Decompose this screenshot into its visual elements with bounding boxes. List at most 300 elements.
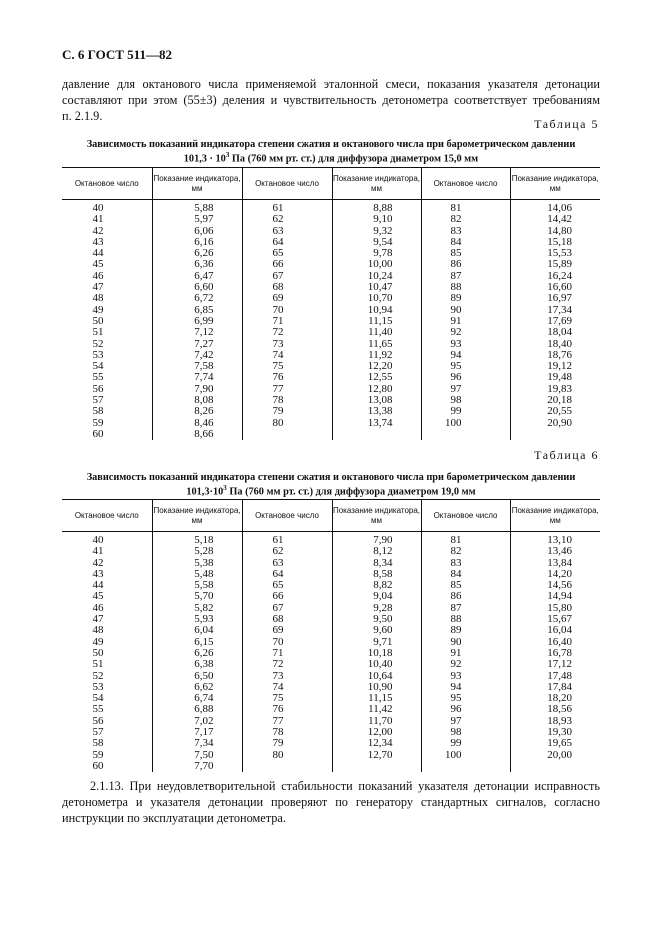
octane-number-cell: 74 xyxy=(242,350,332,361)
indicator-reading-cell: 14,42 xyxy=(510,214,600,225)
table-row xyxy=(62,395,600,406)
indicator-reading-cell: 6,16 xyxy=(152,237,242,248)
octane-number-cell: 42 xyxy=(92,556,104,569)
indicator-reading-cell: 19,48 xyxy=(510,372,600,383)
octane-number-cell: 95 xyxy=(421,361,510,372)
indicator-reading-cell: 20,90 xyxy=(510,418,600,429)
indicator-reading-cell: 18,04 xyxy=(510,327,600,338)
table-row xyxy=(62,591,600,602)
table-row xyxy=(62,671,600,682)
octane-number-cell: 85 xyxy=(421,248,510,259)
table-row xyxy=(62,418,600,429)
indicator-reading-cell: 7,17 xyxy=(152,727,242,738)
table-row xyxy=(62,259,600,270)
octane-number-cell xyxy=(421,761,510,772)
outro-line: инструкции по эксплуатации детонометра. xyxy=(62,811,286,825)
octane-number-cell: 93 xyxy=(421,671,510,682)
indicator-reading-cell: 11,15 xyxy=(332,693,421,704)
indicator-reading-cell: 14,20 xyxy=(510,569,600,580)
table6-header-row xyxy=(62,500,600,532)
octane-number-cell: 67 xyxy=(242,271,332,282)
octane-number-cell: 93 xyxy=(421,339,510,350)
octane-number-cell: 69 xyxy=(242,293,332,304)
octane-number-cell: 60 xyxy=(92,427,104,440)
indicator-reading-cell: 17,69 xyxy=(510,316,600,327)
table-row xyxy=(62,761,600,772)
octane-number-cell: 69 xyxy=(242,625,332,636)
octane-number-cell: 79 xyxy=(242,406,332,417)
indicator-reading-cell: 6,38 xyxy=(152,659,242,670)
indicator-reading-cell: 14,06 xyxy=(510,200,600,215)
octane-number-cell: 89 xyxy=(421,293,510,304)
table-row xyxy=(62,237,600,248)
table-row xyxy=(62,558,600,569)
table6-col-header: Октановое число xyxy=(242,500,332,532)
indicator-reading-cell: 7,02 xyxy=(152,716,242,727)
table-row xyxy=(62,580,600,591)
table5-label: Таблица 5 xyxy=(534,117,599,131)
indicator-reading-cell: 7,27 xyxy=(152,339,242,350)
indicator-reading-cell: 5,82 xyxy=(152,603,242,614)
octane-number-cell: 58 xyxy=(92,737,104,750)
octane-number-cell: 74 xyxy=(242,682,332,693)
table6-body xyxy=(62,532,600,773)
octane-number-cell: 42 xyxy=(92,224,104,237)
indicator-reading-cell: 17,48 xyxy=(510,671,600,682)
octane-number-cell: 83 xyxy=(421,226,510,237)
table6-col-header: Октановое число xyxy=(62,500,152,532)
indicator-reading-cell: 8,12 xyxy=(332,546,421,557)
indicator-reading-cell: 7,12 xyxy=(152,327,242,338)
indicator-reading-cell: 15,67 xyxy=(510,614,600,625)
table-row xyxy=(62,429,600,440)
octane-number-cell: 65 xyxy=(242,248,332,259)
octane-number-cell: 99 xyxy=(421,738,510,749)
octane-number-cell: 40 xyxy=(92,202,104,214)
indicator-reading-cell: 9,60 xyxy=(332,625,421,636)
table-row xyxy=(62,282,600,293)
octane-number-cell: 52 xyxy=(92,337,104,350)
octane-number-cell: 79 xyxy=(242,738,332,749)
octane-number-cell: 71 xyxy=(242,316,332,327)
indicator-reading-cell: 16,78 xyxy=(510,648,600,659)
table-row xyxy=(62,271,600,282)
table5-body xyxy=(62,200,600,441)
octane-number-cell: 95 xyxy=(421,693,510,704)
octane-number-cell: 83 xyxy=(421,558,510,569)
octane-number-cell: 94 xyxy=(421,682,510,693)
table-row xyxy=(62,546,600,557)
octane-number-cell: 76 xyxy=(242,372,332,383)
octane-number-cell: 100 xyxy=(421,418,510,429)
octane-number-cell: 76 xyxy=(242,704,332,715)
indicator-reading-cell: 8,08 xyxy=(152,395,242,406)
table-row xyxy=(62,659,600,670)
indicator-reading-cell: 9,71 xyxy=(332,637,421,648)
indicator-reading-cell: 7,74 xyxy=(152,372,242,383)
octane-number-cell: 45 xyxy=(92,258,104,271)
indicator-reading-cell: 14,56 xyxy=(510,580,600,591)
table-row xyxy=(62,226,600,237)
intro-line: давление для октанового числа применяемой эталонной смеси, показания указателя детонации xyxy=(62,77,600,91)
indicator-reading-cell: 11,40 xyxy=(332,327,421,338)
indicator-reading-cell: 16,60 xyxy=(510,282,600,293)
indicator-reading-cell xyxy=(332,761,421,772)
octane-number-cell: 61 xyxy=(242,532,332,547)
indicator-reading-cell: 14,80 xyxy=(510,226,600,237)
indicator-reading-cell: 5,70 xyxy=(152,591,242,602)
indicator-reading-cell: 19,65 xyxy=(510,738,600,749)
indicator-reading-cell: 6,06 xyxy=(152,226,242,237)
indicator-reading-cell: 6,26 xyxy=(152,648,242,659)
octane-number-cell: 73 xyxy=(242,671,332,682)
indicator-reading-cell: 6,60 xyxy=(152,282,242,293)
indicator-reading-cell: 18,76 xyxy=(510,350,600,361)
indicator-reading-cell: 5,88 xyxy=(152,200,242,215)
indicator-reading-cell: 7,90 xyxy=(332,532,421,547)
indicator-reading-cell: 6,50 xyxy=(152,671,242,682)
octane-number-cell: 50 xyxy=(92,314,104,327)
octane-number-cell: 99 xyxy=(421,406,510,417)
indicator-reading-cell: 10,90 xyxy=(332,682,421,693)
octane-number-cell: 66 xyxy=(242,591,332,602)
octane-number-cell: 77 xyxy=(242,716,332,727)
table-row xyxy=(62,569,600,580)
indicator-reading-cell xyxy=(332,429,421,440)
table6-col-header: Показание индикатора, мм xyxy=(510,500,600,532)
octane-number-cell: 43 xyxy=(92,567,104,580)
indicator-reading-cell: 6,36 xyxy=(152,259,242,270)
octane-number-cell: 64 xyxy=(242,569,332,580)
indicator-reading-cell: 11,65 xyxy=(332,339,421,350)
indicator-reading-cell: 19,12 xyxy=(510,361,600,372)
table-row xyxy=(62,384,600,395)
octane-number-cell: 87 xyxy=(421,603,510,614)
indicator-reading-cell: 10,00 xyxy=(332,259,421,270)
indicator-reading-cell: 15,18 xyxy=(510,237,600,248)
table-row xyxy=(62,693,600,704)
octane-number-cell: 98 xyxy=(421,395,510,406)
indicator-reading-cell: 15,53 xyxy=(510,248,600,259)
indicator-reading-cell: 8,58 xyxy=(332,569,421,580)
octane-number-cell: 78 xyxy=(242,727,332,738)
table-row xyxy=(62,682,600,693)
table-row xyxy=(62,532,600,547)
octane-number-cell: 54 xyxy=(92,360,104,373)
octane-number-cell: 90 xyxy=(421,305,510,316)
table-row xyxy=(62,625,600,636)
octane-number-cell: 60 xyxy=(92,759,104,772)
octane-number-cell: 49 xyxy=(92,303,104,316)
octane-number-cell: 63 xyxy=(242,558,332,569)
octane-number-cell: 48 xyxy=(92,624,104,637)
octane-number-cell: 56 xyxy=(92,714,104,727)
octane-number-cell: 84 xyxy=(421,237,510,248)
indicator-reading-cell: 11,70 xyxy=(332,716,421,727)
indicator-reading-cell: 5,38 xyxy=(152,558,242,569)
indicator-reading-cell: 18,20 xyxy=(510,693,600,704)
indicator-reading-cell: 5,18 xyxy=(152,532,242,547)
octane-number-cell xyxy=(242,761,332,772)
indicator-reading-cell: 11,42 xyxy=(332,704,421,715)
octane-number-cell: 84 xyxy=(421,569,510,580)
table5-col-header: Показание индикатора, мм xyxy=(332,168,421,200)
table6-col-header: Показание индикатора, мм xyxy=(332,500,421,532)
indicator-reading-cell: 7,90 xyxy=(152,384,242,395)
indicator-reading-cell: 13,38 xyxy=(332,406,421,417)
octane-number-cell: 97 xyxy=(421,716,510,727)
octane-number-cell: 44 xyxy=(92,247,104,260)
indicator-reading-cell: 10,64 xyxy=(332,671,421,682)
indicator-reading-cell: 12,70 xyxy=(332,750,421,761)
table6-title-line2: $101,3\cdot 10^3$ Па (760 мм рт. ст.) для диффузора диаметром 19,0 мм xyxy=(186,484,476,498)
indicator-reading-cell xyxy=(510,429,600,440)
indicator-reading-cell: 9,78 xyxy=(332,248,421,259)
indicator-reading-cell: 6,74 xyxy=(152,693,242,704)
indicator-reading-cell: 10,24 xyxy=(332,271,421,282)
table-row xyxy=(62,372,600,383)
indicator-reading-cell: 17,34 xyxy=(510,305,600,316)
octane-number-cell: 86 xyxy=(421,259,510,270)
octane-number-cell: 52 xyxy=(92,669,104,682)
octane-number-cell: 71 xyxy=(242,648,332,659)
octane-number-cell: 64 xyxy=(242,237,332,248)
table-row xyxy=(62,350,600,361)
octane-number-cell: 67 xyxy=(242,603,332,614)
octane-number-cell: 78 xyxy=(242,395,332,406)
octane-number-cell: 41 xyxy=(92,213,104,226)
indicator-reading-cell: 5,97 xyxy=(152,214,242,225)
table5-header-row xyxy=(62,168,600,200)
indicator-reading-cell: 5,48 xyxy=(152,569,242,580)
table5 xyxy=(62,167,600,440)
octane-number-cell: 82 xyxy=(421,546,510,557)
octane-number-cell: 50 xyxy=(92,646,104,659)
octane-number-cell: 46 xyxy=(92,601,104,614)
indicator-reading-cell: 13,08 xyxy=(332,395,421,406)
octane-number-cell: 100 xyxy=(421,750,510,761)
octane-number-cell: 55 xyxy=(92,371,104,384)
octane-number-cell: 43 xyxy=(92,235,104,248)
octane-number-cell: 92 xyxy=(421,327,510,338)
indicator-reading-cell: 10,47 xyxy=(332,282,421,293)
table-row xyxy=(62,637,600,648)
octane-number-cell: 48 xyxy=(92,292,104,305)
table-row xyxy=(62,603,600,614)
table6-title-line1: Зависимость показаний индикатора степени сжатия и октанового числа при барометрическом давлении xyxy=(86,472,576,483)
indicator-reading-cell: 10,70 xyxy=(332,293,421,304)
table6-label: Таблица 6 xyxy=(534,448,599,462)
octane-number-cell: 96 xyxy=(421,704,510,715)
octane-number-cell: 47 xyxy=(92,613,104,626)
octane-number-cell: 77 xyxy=(242,384,332,395)
table-row xyxy=(62,750,600,761)
table-row xyxy=(62,406,600,417)
octane-number-cell: 63 xyxy=(242,226,332,237)
indicator-reading-cell: 9,04 xyxy=(332,591,421,602)
indicator-reading-cell: 9,10 xyxy=(332,214,421,225)
octane-number-cell: 75 xyxy=(242,361,332,372)
table5-col-header: Октановое число xyxy=(62,168,152,200)
indicator-reading-cell: 9,32 xyxy=(332,226,421,237)
indicator-reading-cell: 16,24 xyxy=(510,271,600,282)
octane-number-cell: 65 xyxy=(242,580,332,591)
table5-col-header: Октановое число xyxy=(242,168,332,200)
indicator-reading-cell: 6,15 xyxy=(152,637,242,648)
octane-number-cell: 62 xyxy=(242,214,332,225)
indicator-reading-cell: 9,50 xyxy=(332,614,421,625)
indicator-reading-cell: 8,82 xyxy=(332,580,421,591)
indicator-reading-cell: 6,85 xyxy=(152,305,242,316)
octane-number-cell: 68 xyxy=(242,282,332,293)
table-row xyxy=(62,214,600,225)
octane-number-cell: 51 xyxy=(92,658,104,671)
octane-number-cell: 90 xyxy=(421,637,510,648)
indicator-reading-cell: 6,26 xyxy=(152,248,242,259)
table-row xyxy=(62,738,600,749)
octane-number-cell: 53 xyxy=(92,348,104,361)
octane-number-cell: 57 xyxy=(92,394,104,407)
octane-number-cell: 44 xyxy=(92,579,104,592)
octane-number-cell: 49 xyxy=(92,635,104,648)
indicator-reading-cell: 9,28 xyxy=(332,603,421,614)
indicator-reading-cell: 10,94 xyxy=(332,305,421,316)
table-row xyxy=(62,614,600,625)
octane-number-cell: 81 xyxy=(421,532,510,547)
octane-number-cell: 97 xyxy=(421,384,510,395)
indicator-reading-cell: 19,83 xyxy=(510,384,600,395)
octane-number-cell: 91 xyxy=(421,316,510,327)
indicator-reading-cell: 6,72 xyxy=(152,293,242,304)
octane-number-cell: 94 xyxy=(421,350,510,361)
octane-number-cell: 53 xyxy=(92,680,104,693)
octane-number-cell xyxy=(421,429,510,440)
indicator-reading-cell: 10,40 xyxy=(332,659,421,670)
octane-number-cell: 88 xyxy=(421,282,510,293)
octane-number-cell: 62 xyxy=(242,546,332,557)
indicator-reading-cell: 7,34 xyxy=(152,738,242,749)
octane-number-cell: 92 xyxy=(421,659,510,670)
table-row xyxy=(62,248,600,259)
octane-number-cell: 68 xyxy=(242,614,332,625)
table-row xyxy=(62,361,600,372)
indicator-reading-cell: 7,58 xyxy=(152,361,242,372)
indicator-reading-cell: 13,46 xyxy=(510,546,600,557)
octane-number-cell: 61 xyxy=(242,200,332,215)
octane-number-cell: 87 xyxy=(421,271,510,282)
indicator-reading-cell: 5,28 xyxy=(152,546,242,557)
indicator-reading-cell: 6,47 xyxy=(152,271,242,282)
octane-number-cell: 72 xyxy=(242,659,332,670)
table-row xyxy=(62,327,600,338)
table-row xyxy=(62,200,600,215)
octane-number-cell: 73 xyxy=(242,339,332,350)
octane-number-cell: 86 xyxy=(421,591,510,602)
page-header: С. 6 ГОСТ 511—82 xyxy=(62,47,172,62)
indicator-reading-cell: 5,58 xyxy=(152,580,242,591)
table5-col-header: Показание индикатора, мм xyxy=(152,168,242,200)
indicator-reading-cell: 15,89 xyxy=(510,259,600,270)
indicator-reading-cell: 8,46 xyxy=(152,418,242,429)
table6 xyxy=(62,499,600,772)
table6-col-header: Октановое число xyxy=(421,500,510,532)
table-row xyxy=(62,704,600,715)
indicator-reading-cell: 6,88 xyxy=(152,704,242,715)
octane-number-cell: 66 xyxy=(242,259,332,270)
indicator-reading-cell: 17,12 xyxy=(510,659,600,670)
octane-number-cell: 58 xyxy=(92,405,104,418)
table-row xyxy=(62,339,600,350)
indicator-reading-cell: 16,40 xyxy=(510,637,600,648)
indicator-reading-cell: 12,00 xyxy=(332,727,421,738)
intro-paragraph xyxy=(62,76,600,124)
indicator-reading-cell xyxy=(510,761,600,772)
indicator-reading-cell: 20,55 xyxy=(510,406,600,417)
indicator-reading-cell: 18,56 xyxy=(510,704,600,715)
indicator-reading-cell: 20,00 xyxy=(510,750,600,761)
indicator-reading-cell: 12,20 xyxy=(332,361,421,372)
indicator-reading-cell: 17,84 xyxy=(510,682,600,693)
indicator-reading-cell: 6,99 xyxy=(152,316,242,327)
octane-number-cell: 45 xyxy=(92,590,104,603)
indicator-reading-cell: 7,70 xyxy=(152,761,242,772)
octane-number-cell: 85 xyxy=(421,580,510,591)
indicator-reading-cell: 13,74 xyxy=(332,418,421,429)
intro-line: составляют при этом (55±3) деления и чувствительность детонометра соответствует требованиям xyxy=(62,93,600,107)
indicator-reading-cell: 11,92 xyxy=(332,350,421,361)
indicator-reading-cell: 8,34 xyxy=(332,558,421,569)
octane-number-cell: 57 xyxy=(92,726,104,739)
octane-number-cell: 75 xyxy=(242,693,332,704)
octane-number-cell: 59 xyxy=(92,416,104,429)
octane-number-cell: 70 xyxy=(242,305,332,316)
indicator-reading-cell: 16,97 xyxy=(510,293,600,304)
octane-number-cell: 59 xyxy=(92,748,104,761)
octane-number-cell: 55 xyxy=(92,703,104,716)
octane-number-cell: 56 xyxy=(92,382,104,395)
octane-number-cell: 82 xyxy=(421,214,510,225)
table6-title xyxy=(62,472,600,497)
table6-col-header: Показание индикатора, мм xyxy=(152,500,242,532)
octane-number-cell: 47 xyxy=(92,281,104,294)
octane-number-cell xyxy=(242,429,332,440)
table-row xyxy=(62,305,600,316)
octane-number-cell: 70 xyxy=(242,637,332,648)
table5-title xyxy=(62,139,600,164)
outro-line: детонометра и указателя детонации проверяют по генератору стандартных сигналов, согласно xyxy=(62,795,600,809)
octane-number-cell: 91 xyxy=(421,648,510,659)
table-row xyxy=(62,716,600,727)
table5-title-line2: $101,3 \cdot 10^3$ Па (760 мм рт. ст.) для диффузора диаметром 15,0 мм xyxy=(183,151,479,165)
table-row xyxy=(62,648,600,659)
indicator-reading-cell: 9,54 xyxy=(332,237,421,248)
indicator-reading-cell: 7,50 xyxy=(152,750,242,761)
indicator-reading-cell: 19,30 xyxy=(510,727,600,738)
octane-number-cell: 81 xyxy=(421,200,510,215)
indicator-reading-cell: 7,42 xyxy=(152,350,242,361)
octane-number-cell: 40 xyxy=(92,534,104,546)
clause-2-1-13 xyxy=(62,778,600,826)
octane-number-cell: 41 xyxy=(92,545,104,558)
octane-number-cell: 89 xyxy=(421,625,510,636)
indicator-reading-cell: 18,40 xyxy=(510,339,600,350)
indicator-reading-cell: 12,34 xyxy=(332,738,421,749)
indicator-reading-cell: 8,66 xyxy=(152,429,242,440)
outro-line: 2.1.13. При неудовлетворительной стабильности показаний указателя детонации исправность xyxy=(90,779,600,793)
octane-number-cell: 72 xyxy=(242,327,332,338)
indicator-reading-cell: 6,04 xyxy=(152,625,242,636)
indicator-reading-cell: 11,15 xyxy=(332,316,421,327)
